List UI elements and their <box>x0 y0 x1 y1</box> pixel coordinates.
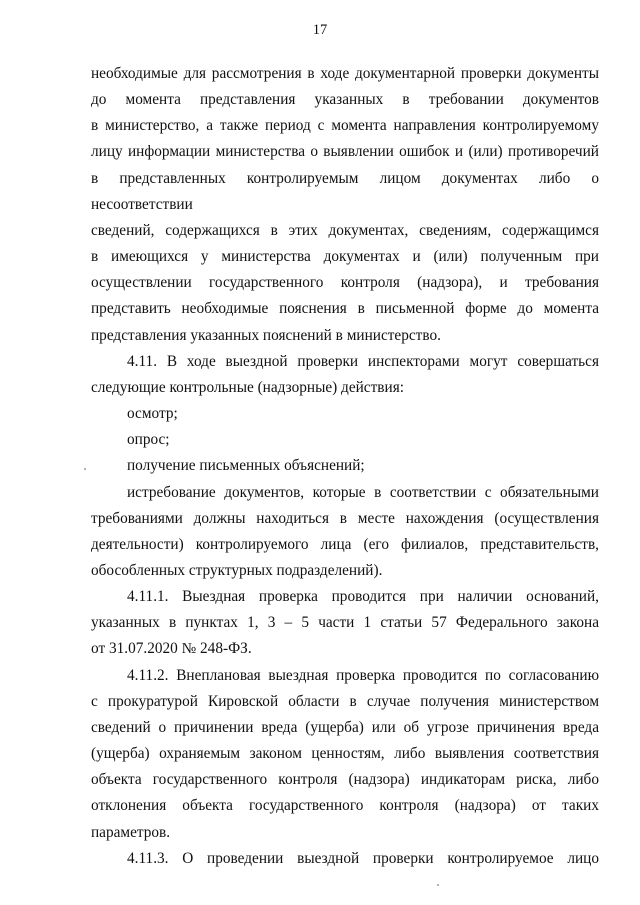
text-line: следующие контрольные (надзорные) действия: <box>91 378 404 396</box>
text-line: представить необходимые пояснения в письменной форме до момента <box>91 300 599 318</box>
text-line: необходимые для рассмотрения в ходе документарной проверки документы <box>91 65 599 82</box>
text-line: осуществлении государственного контроля (надзора), и требования <box>91 274 599 292</box>
paragraph-4-11-3 <box>91 846 599 872</box>
text-line: параметров. <box>91 823 171 841</box>
paragraph-document-request <box>91 480 599 585</box>
list-item: осмотр; <box>127 405 178 423</box>
paragraph-4-11-1 <box>91 584 599 662</box>
paragraph-4-11 <box>91 349 599 401</box>
text-line: 4.11.1. Выездная проверка проводится при наличии оснований, <box>127 588 599 606</box>
text-line: сведений о причинении вреда (ущерба) или об угрозе причинения вреда <box>91 718 599 736</box>
text-line: обособленных структурных подразделений). <box>91 561 383 579</box>
scan-speck <box>437 884 439 886</box>
text-line: представления указанных пояснений в министерство. <box>91 326 441 344</box>
text-line: объекта государственного контроля (надзора) индикаторам риска, либо <box>91 771 599 789</box>
paragraph-4-11-2 <box>91 663 599 846</box>
action-list <box>91 401 599 479</box>
text-line: в министерство, а также период с момента направления контролируемому <box>91 117 599 135</box>
text-line: отклонения объекта государственного контроля (надзора) от таких <box>91 797 599 815</box>
scan-speck <box>84 468 86 470</box>
text-line: 4.11. В ходе выездной проверки инспекторами могут совершаться <box>127 352 599 370</box>
text-line: (ущерба) охраняемым законом ценностям, либо выявления соответствия <box>91 745 599 763</box>
text-line: в имеющихся у министерства документах и (или) полученным при <box>91 248 599 266</box>
text-line: до момента представления указанных в требовании документов <box>91 91 599 109</box>
text-line: 4.11.2. Внеплановая выездная проверка проводится по согласованию <box>127 666 599 684</box>
list-item: получение письменных объяснений; <box>127 457 365 475</box>
text-line: сведений, содержащихся в этих документах, сведениям, содержащимся <box>91 221 599 239</box>
page-number: 17 <box>312 22 328 38</box>
text-line: деятельности) контролируемого лица (его филиалов, представительств, <box>91 535 599 553</box>
text-line: от 31.07.2020 № 248-ФЗ. <box>91 640 252 658</box>
list-item: опрос; <box>127 431 170 449</box>
text-line: истребование документов, которые в соответствии с обязательными <box>127 483 599 501</box>
text-line: с прокуратурой Кировской области в случае получения министерством <box>91 692 599 710</box>
text-line: требованиями должны находиться в месте нахождения (осуществления <box>91 509 599 527</box>
text-line: лицу информации министерства о выявлении ошибок и (или) противоречий <box>91 143 599 161</box>
text-line: в представленных контролируемым лицом документах либо о несоответствии <box>91 169 599 213</box>
document-body <box>91 61 599 872</box>
paragraph-continuation <box>91 61 599 349</box>
text-line: 4.11.3. О проведении выездной проверки контролируемое лицо <box>127 849 599 867</box>
text-line: указанных в пунктах 1, 3 – 5 части 1 статьи 57 Федерального закона <box>91 614 599 632</box>
